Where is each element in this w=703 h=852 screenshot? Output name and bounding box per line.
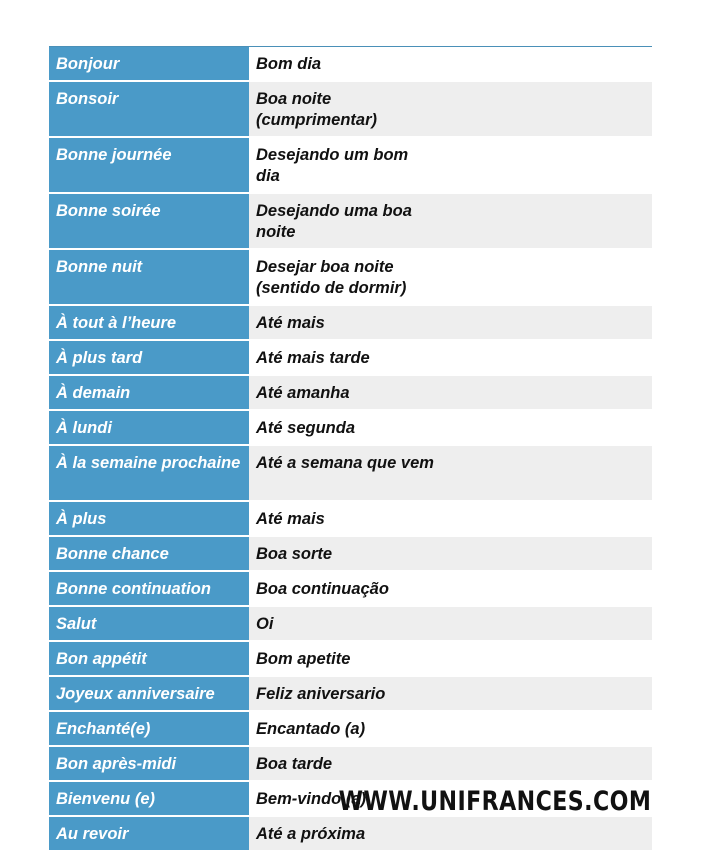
translation-text: Desejando um bom dia: [256, 146, 409, 185]
table-row: [49, 641, 652, 676]
portuguese-translation: [249, 501, 652, 536]
portuguese-translation: [249, 746, 652, 781]
translation-text: Feliz aniversario: [256, 685, 386, 703]
translation-text: Oi: [256, 615, 274, 633]
french-term: Bonjour: [49, 47, 249, 81]
table-row: [49, 249, 652, 305]
portuguese-translation: [249, 445, 652, 501]
portuguese-translation: [249, 81, 652, 137]
french-term: Bonsoir: [49, 81, 249, 137]
french-term: À demain: [49, 375, 249, 410]
table-row: [49, 606, 652, 641]
translation-text: Até a semana que vem: [256, 454, 434, 472]
french-term: Bon après-midi: [49, 746, 249, 781]
table-row: [49, 711, 652, 746]
table-row: [49, 340, 652, 375]
french-term: Bonne continuation: [49, 571, 249, 606]
french-term: À plus: [49, 501, 249, 536]
translation-text: Desejar boa noite (sentido de dormir): [256, 258, 407, 297]
portuguese-translation: [249, 571, 652, 606]
website-watermark: WWW.UNIFRANCES.COM: [338, 786, 651, 817]
portuguese-translation: [249, 536, 652, 571]
french-term: À plus tard: [49, 340, 249, 375]
portuguese-translation: [249, 249, 652, 305]
table-row: [49, 137, 652, 193]
table-row: [49, 746, 652, 781]
table-row: [49, 501, 652, 536]
french-term: Bonne journée: [49, 137, 249, 193]
portuguese-translation: [249, 606, 652, 641]
table-row: [49, 536, 652, 571]
portuguese-translation: [249, 676, 652, 711]
translation-text: Até amanha: [256, 384, 350, 402]
translation-text: Desejando uma boa noite: [256, 202, 412, 241]
french-term: Au revoir: [49, 816, 249, 851]
translation-text: Até mais tarde: [256, 349, 370, 367]
table-row: [49, 305, 652, 340]
translation-text: Até a próxima: [256, 825, 366, 843]
translation-text: Boa tarde: [256, 755, 333, 773]
portuguese-translation: [249, 340, 652, 375]
translation-text: Até mais: [256, 314, 325, 332]
portuguese-translation: [249, 193, 652, 249]
translation-text: Encantado (a): [256, 720, 366, 738]
vocabulary-table-body: [49, 47, 652, 851]
portuguese-translation: [249, 47, 652, 81]
french-term: À lundi: [49, 410, 249, 445]
french-term: À la semaine prochaine: [49, 445, 249, 501]
portuguese-translation: [249, 711, 652, 746]
french-term: Bonne nuit: [49, 249, 249, 305]
translation-text: Boa continuação: [256, 580, 389, 598]
table-row: [49, 445, 652, 501]
table-row: [49, 571, 652, 606]
table-row: [49, 816, 652, 851]
french-term: Bienvenu (e): [49, 781, 249, 816]
french-term: Bonne soirée: [49, 193, 249, 249]
french-term: Salut: [49, 606, 249, 641]
french-term: Enchanté(e): [49, 711, 249, 746]
french-term: Bonne chance: [49, 536, 249, 571]
portuguese-translation: [249, 816, 652, 851]
table-row: [49, 81, 652, 137]
translation-text: Até segunda: [256, 419, 356, 437]
table-row: [49, 375, 652, 410]
translation-text: Bem-vindo (a): [256, 790, 367, 808]
table-row: [49, 676, 652, 711]
translation-text: Bom apetite: [256, 650, 351, 668]
table-row: [49, 193, 652, 249]
portuguese-translation: [249, 305, 652, 340]
translation-text: Boa sorte: [256, 545, 333, 563]
translation-text: Bom dia: [256, 55, 322, 73]
translation-text: Boa noite (cumprimentar): [256, 90, 378, 129]
portuguese-translation: [249, 137, 652, 193]
portuguese-translation: [249, 375, 652, 410]
table-row: [49, 410, 652, 445]
french-term: À tout à l’heure: [49, 305, 249, 340]
vocabulary-table: [49, 47, 652, 852]
portuguese-translation: [249, 641, 652, 676]
portuguese-translation: [249, 410, 652, 445]
table-row: [49, 47, 652, 81]
french-term: Bon appétit: [49, 641, 249, 676]
translation-text: Até mais: [256, 510, 325, 528]
french-term: Joyeux anniversaire: [49, 676, 249, 711]
